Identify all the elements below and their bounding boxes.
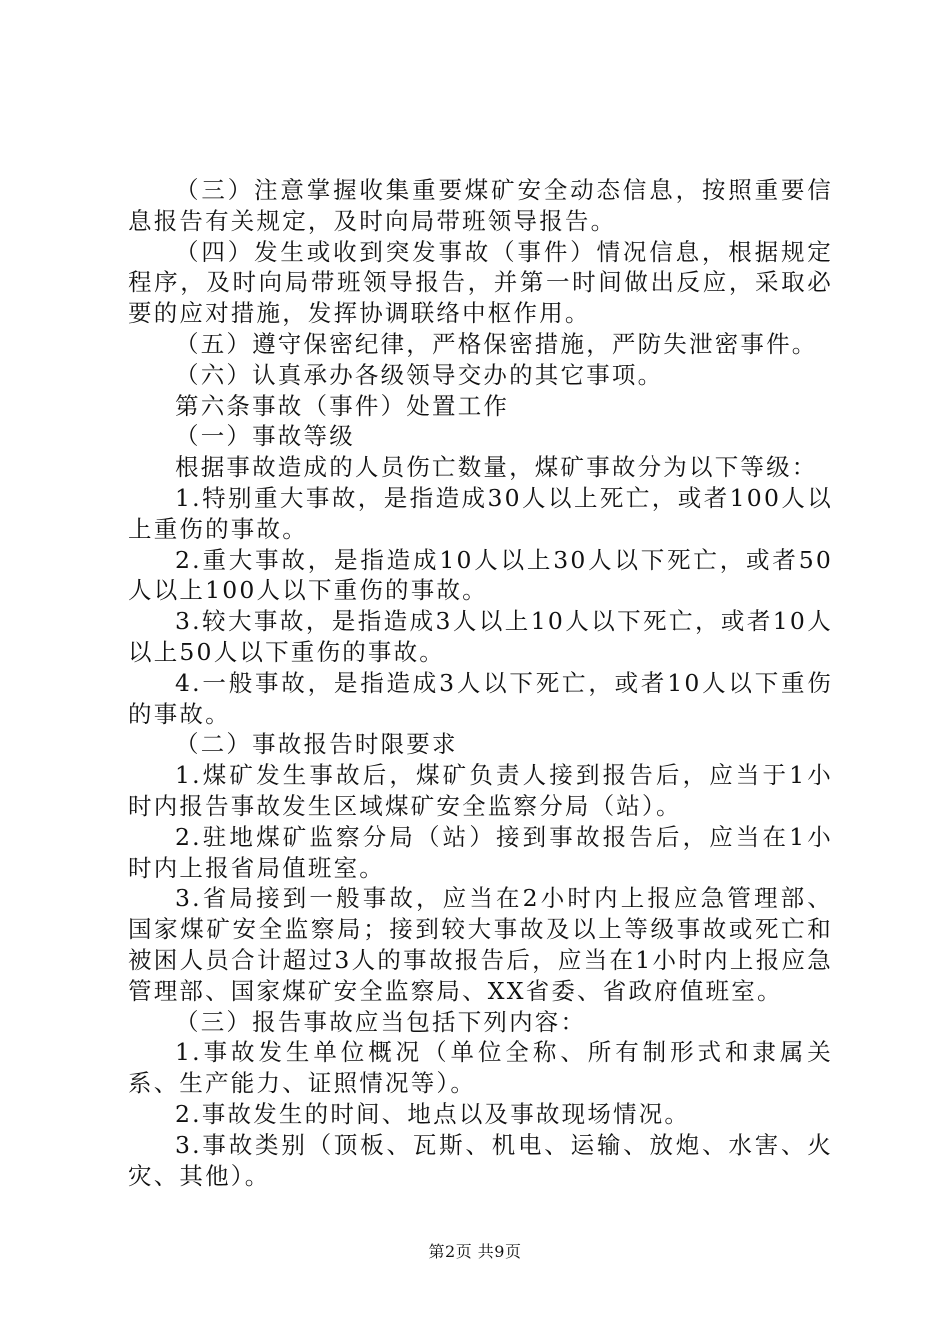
list-item-level-1: 1.特别重大事故，是指造成30人以上死亡，或者100人以上重伤的事故。: [128, 483, 833, 543]
list-item-level-4: 4.一般事故，是指造成3人以下死亡，或者10人以下重伤的事故。: [128, 668, 833, 728]
list-item-level-3: 3.较大事故，是指造成3人以上10人以下死亡，或者10人以上50人以下重伤的事故。: [128, 607, 833, 666]
list-item-content-1: 1.事故发生单位概况（单位全称、所有制形式和隶属关系、生产能力、证照情况等）。: [128, 1038, 833, 1098]
list-item-report-3: 3.省局接到一般事故，应当在2小时内上报应急管理部、国家煤矿安全监察局；接到较大事故及以上等级事故或死亡和被困人员合计超过3人的事故报告后，应当在1小时内上报应急管理部、国家煤矿安全监察局、XX省委、省政府值班室。: [128, 884, 833, 1005]
subheading-report-time-limits: （二）事故报告时限要求: [175, 730, 458, 759]
section-heading-article-6: 第六条事故（事件）处置工作: [175, 391, 510, 420]
paragraph-3: （五）遵守保密纪律，严格保密措施，严防失泄密事件。: [175, 329, 818, 358]
list-item-level-2: 2.重大事故，是指造成10人以上30人以下死亡，或者50人以上100人以下重伤的事故。: [128, 545, 833, 605]
document-body: [128, 175, 833, 1191]
subheading-accident-levels: （一）事故等级: [175, 422, 355, 451]
paragraph-4: （六）认真承办各级领导交办的其它事项。: [175, 360, 664, 389]
list-item-content-2: 2.事故发生的时间、地点以及事故现场情况。: [175, 1099, 691, 1128]
subheading-report-contents: （三）报告事故应当包括下列内容：: [175, 1007, 587, 1036]
paragraph-2: （四）发生或收到突发事故（事件）情况信息，根据规定程序，及时向局带班领导报告，并第一时间做出反应，采取必要的应对措施，发挥协调联络中枢作用。: [128, 237, 833, 328]
paragraph-1: （三）注意掌握收集重要煤矿安全动态信息，按照重要信息报告有关规定，及时向局带班领导报告。: [128, 176, 833, 235]
paragraph-7: 根据事故造成的人员伤亡数量，煤矿事故分为以下等级：: [175, 453, 818, 482]
list-item-content-3: 3.事故类别（顶板、瓦斯、机电、运输、放炮、水害、火灾、其他）。: [128, 1130, 833, 1190]
list-item-report-2: 2.驻地煤矿监察分局（站）接到事故报告后，应当在1小时内上报省局值班室。: [128, 822, 833, 882]
list-item-report-1: 1.煤矿发生事故后，煤矿负责人接到报告后，应当于1小时内报告事故发生区域煤矿安全监察分局（站）。: [128, 761, 833, 820]
page-number-footer: 第2页 共9页: [428, 1242, 522, 1261]
